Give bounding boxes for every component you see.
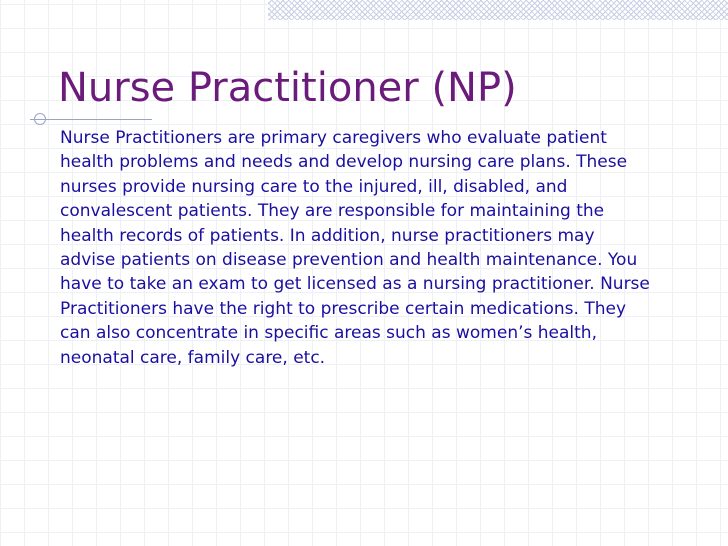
title-underline	[30, 119, 152, 120]
slide-title: Nurse Practitioner (NP)	[58, 65, 517, 111]
header-pattern	[268, 0, 728, 20]
slide-body-text: Nurse Practitioners are primary caregivers who evaluate patient health problems and needs and develop nursing care plans. These nurses provide nursing care to the injured, ill, disabled, and convalescent patients. They are responsible for maintaining the health records of patients. In addition, nurse practitioners may advise patients on disease prevention and health maintenance. You have to take an exam to get licensed as a nursing practitioner. Nurse Practitioners have the right to prescribe certain medications. They can also concentrate in specific areas such as women’s health, neonatal care, family care, etc.	[60, 128, 650, 368]
bullet-circle-ornament	[34, 113, 46, 125]
